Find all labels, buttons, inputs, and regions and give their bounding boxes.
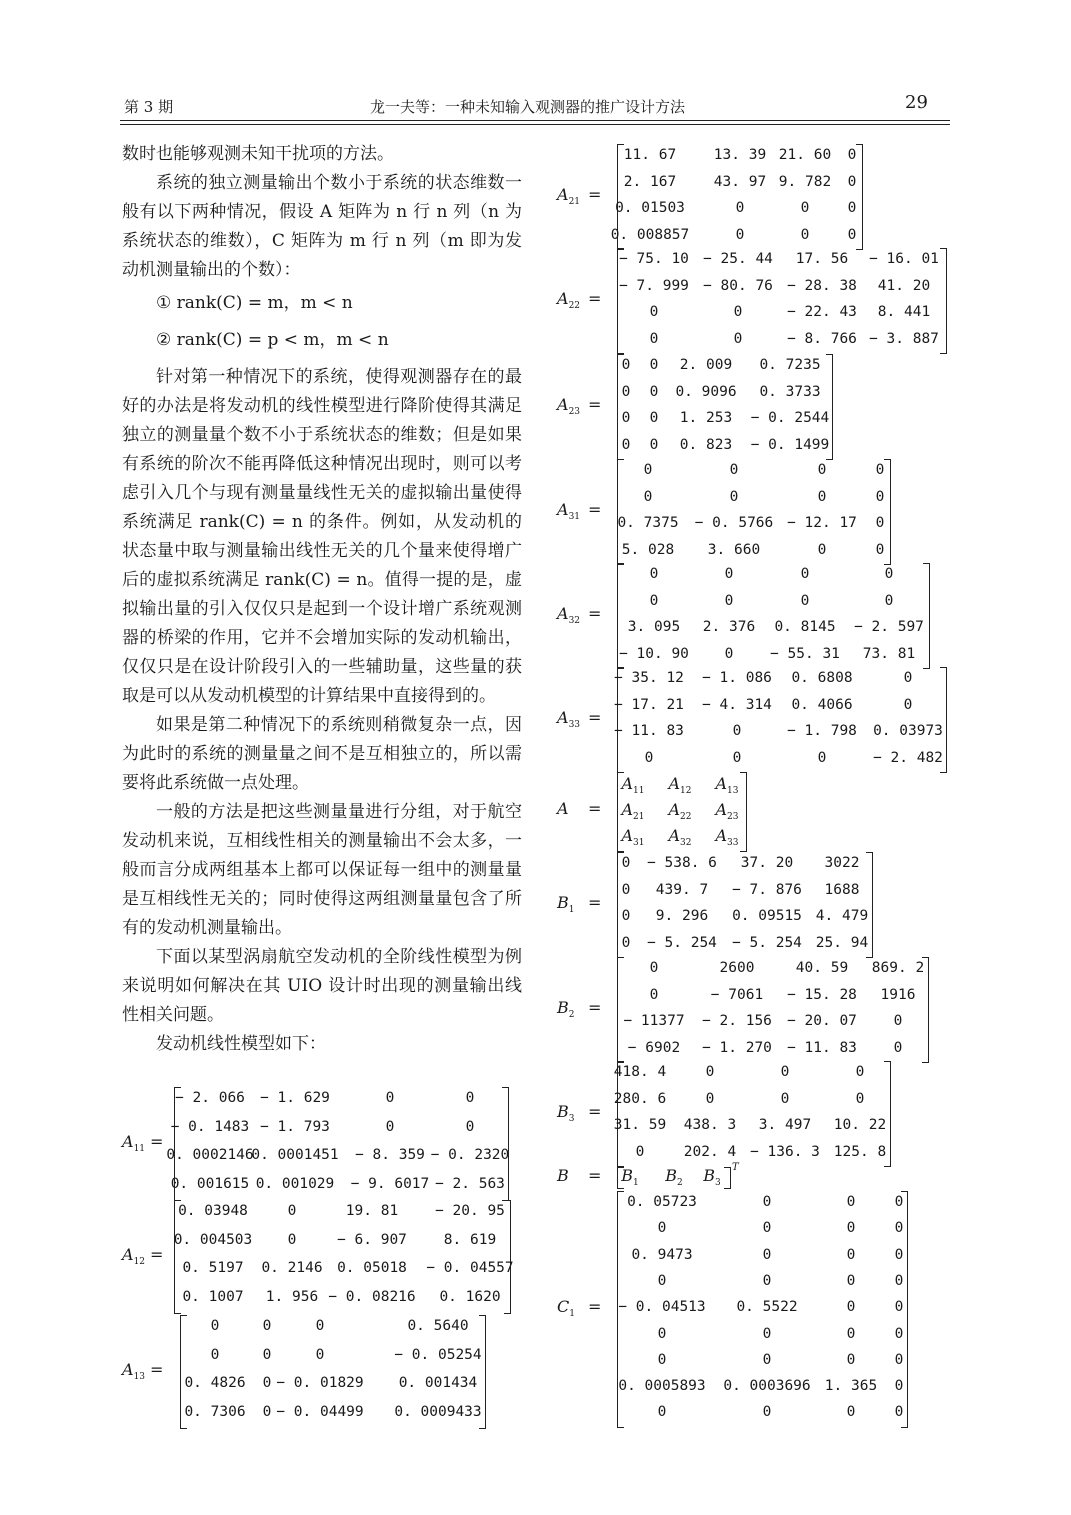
- matrix-cell: 3. 660: [707, 541, 761, 558]
- equals-sign: =: [588, 604, 602, 623]
- matrix-cell: 125. 8: [833, 1143, 887, 1160]
- matrix-cell: − 25. 44: [703, 251, 773, 267]
- matrix-cell: 0: [657, 1272, 667, 1289]
- matrix-cell: − 9. 6017: [350, 1175, 430, 1192]
- matrix-cell: 0: [657, 1351, 667, 1368]
- matrix-cell: 0: [800, 566, 810, 582]
- matrix-cell: 0: [894, 1325, 904, 1342]
- matrix-cell: 418. 4: [613, 1064, 667, 1080]
- matrix-cell: 0: [875, 488, 885, 505]
- equals-sign: =: [588, 893, 602, 912]
- matrix-cell: 0: [210, 1346, 220, 1363]
- matrix-cell: 0: [724, 592, 734, 609]
- matrix-cell: 0: [894, 1378, 904, 1395]
- matrix-cell: − 0. 1499: [750, 436, 830, 453]
- matrix-cell: − 1. 086: [702, 670, 772, 686]
- matrix-cell: 0. 004503: [173, 1231, 253, 1248]
- matrix-cell: 0. 0009433: [394, 1403, 482, 1420]
- matrix-cell: 0. 5197: [182, 1260, 244, 1276]
- matrix-cell: 0: [621, 357, 631, 373]
- block-entry: $A_{33}$: [715, 826, 739, 849]
- matrix-cell: 0: [893, 1013, 903, 1029]
- matrix-cell: 0: [621, 410, 631, 426]
- matrix-cell: 0: [855, 1090, 865, 1107]
- matrix-cell: − 8. 766: [787, 330, 857, 347]
- matrix-cell: 0: [644, 749, 654, 766]
- matrix-cell: − 12. 17: [787, 515, 857, 531]
- matrix-cell: 0. 823: [679, 436, 733, 453]
- matrix-cell: − 35. 12: [614, 670, 684, 686]
- condition-2: ② rank(C) = p < m，m < n: [156, 330, 389, 350]
- equals-sign: =: [588, 708, 602, 727]
- matrix-cell: − 0. 2320: [430, 1147, 510, 1163]
- matrix-cell: 1. 253: [679, 410, 733, 426]
- matrix-cell: 0. 8145: [774, 619, 836, 635]
- equals-sign: =: [588, 1102, 602, 1121]
- matrix-cell: − 8. 359: [355, 1147, 425, 1163]
- equals-sign: =: [150, 1360, 164, 1379]
- matrix-cell: − 20. 07: [787, 1013, 857, 1029]
- matrix-cell: − 80. 76: [703, 277, 773, 294]
- matrix-cell: 0: [894, 1246, 904, 1263]
- matrix-cell: 0: [621, 436, 631, 453]
- block-entry: $A_{22}$: [668, 800, 692, 823]
- matrix-cell: 0: [847, 226, 857, 243]
- matrix-cell: 0: [855, 1064, 865, 1080]
- matrix-cell: 0: [649, 383, 659, 400]
- matrix-label: A: [557, 799, 569, 818]
- matrix-cell: 8. 619: [443, 1231, 497, 1248]
- matrix-cell: 0: [846, 1325, 856, 1342]
- matrix-cell: 0: [846, 1246, 856, 1263]
- matrix-cell: 0: [657, 1325, 667, 1342]
- matrix-cell: 0. 1007: [182, 1288, 244, 1305]
- matrix-cell: 0. 0001451: [251, 1147, 339, 1163]
- matrix-cell: 0: [385, 1090, 395, 1106]
- matrix-cell: 0: [847, 200, 857, 216]
- matrix-cell: 0. 7375: [617, 515, 679, 531]
- paragraph: 数时也能够观测未知干扰项的方法。: [122, 144, 394, 164]
- matrix-cell: 0: [465, 1090, 475, 1106]
- condition-1: ① rank(C) = m，m < n: [156, 293, 353, 313]
- matrix-cell: − 0. 04513: [618, 1299, 706, 1316]
- matrix-cell: 0: [724, 645, 734, 662]
- matrix-cell: − 11. 83: [614, 723, 684, 739]
- matrix-cell: 0: [732, 723, 742, 739]
- matrix-cell: 0: [875, 541, 885, 558]
- matrix-cell: 0: [894, 1220, 904, 1237]
- matrix-cell: − 0. 05254: [394, 1346, 482, 1363]
- matrix-cell: − 5. 254: [647, 934, 717, 951]
- matrix-cell: 0: [780, 1090, 790, 1107]
- matrix-cell: − 2. 156: [702, 1013, 772, 1029]
- matrix-cell: 17. 56: [795, 251, 849, 267]
- issue-label: 第 3 期: [124, 98, 174, 116]
- matrix-cell: 1. 365: [824, 1378, 878, 1395]
- matrix-cell: 0. 05723: [627, 1194, 697, 1210]
- matrix-cell: 9. 296: [655, 908, 709, 924]
- matrix-cell: 0: [894, 1351, 904, 1368]
- matrix-cell: 0: [732, 749, 742, 766]
- matrix-label: $B_2$: [557, 998, 575, 1021]
- matrix-cell: − 0. 08216: [328, 1288, 416, 1305]
- matrix-cell: 0. 0005893: [618, 1378, 706, 1395]
- matrix-cell: 0: [649, 436, 659, 453]
- matrix-label: $A_{23}$: [557, 395, 581, 418]
- matrix-cell: 0: [884, 566, 894, 582]
- matrix-cell: 0: [262, 1346, 272, 1363]
- block-entry: $A_{21}$: [621, 800, 645, 823]
- matrix-cell: 0. 7306: [184, 1403, 246, 1420]
- matrix-cell: 0: [733, 330, 743, 347]
- matrix-cell: 0: [846, 1299, 856, 1316]
- matrix-cell: 0: [315, 1346, 325, 1363]
- matrix-cell: − 538. 6: [647, 855, 717, 871]
- matrix-cell: 3. 497: [758, 1117, 812, 1133]
- matrix-cell: 0: [846, 1194, 856, 1210]
- matrix-cell: − 6902: [627, 1039, 681, 1056]
- matrix-label: $A_{22}$: [557, 289, 581, 312]
- matrix-cell: 0: [262, 1375, 272, 1391]
- matrix-cell: − 2. 066: [175, 1090, 245, 1106]
- matrix-cell: 0: [817, 749, 827, 766]
- matrix-cell: 1. 956: [265, 1288, 319, 1305]
- matrix-cell: 0: [385, 1118, 395, 1135]
- matrix-cell: 0: [657, 1220, 667, 1237]
- matrix-cell: 0: [649, 592, 659, 609]
- matrix-cell: 0. 09515: [732, 908, 802, 924]
- paragraph: 发动机线性模型如下：: [156, 1034, 326, 1054]
- matrix-label: $A_{32}$: [557, 604, 581, 627]
- matrix-cell: 0: [894, 1299, 904, 1316]
- transpose-mark: T: [732, 1162, 739, 1173]
- matrix-cell: 0: [800, 592, 810, 609]
- matrix-cell: − 22. 43: [787, 304, 857, 320]
- matrix-cell: 0: [762, 1220, 772, 1237]
- matrix-cell: 41. 20: [877, 277, 931, 294]
- matrix-cell: 2. 009: [679, 357, 733, 373]
- matrix-cell: 0: [762, 1194, 772, 1210]
- matrix-cell: 0: [762, 1272, 772, 1289]
- header-rule: [120, 120, 950, 121]
- matrix-cell: 0. 03948: [178, 1203, 248, 1219]
- matrix-cell: 0: [621, 383, 631, 400]
- matrix-cell: 0: [846, 1351, 856, 1368]
- matrix-cell: 0: [780, 1064, 790, 1080]
- matrix-cell: 0. 0003696: [723, 1378, 811, 1395]
- equals-sign: =: [588, 998, 602, 1017]
- matrix-cell: 0: [762, 1325, 772, 1342]
- matrix-cell: 0. 5522: [736, 1299, 798, 1316]
- matrix-cell: − 0. 01829: [276, 1375, 364, 1391]
- matrix-cell: 0: [894, 1272, 904, 1289]
- matrix-cell: 0: [262, 1403, 272, 1420]
- matrix-cell: 0. 001029: [255, 1175, 335, 1192]
- equals-sign: =: [588, 500, 602, 519]
- page-number: 29: [905, 92, 928, 113]
- matrix-cell: 37. 20: [740, 855, 794, 871]
- matrix-cell: 43. 97: [713, 173, 767, 190]
- matrix-cell: − 1. 270: [702, 1039, 772, 1056]
- matrix-cell: 0: [729, 462, 739, 478]
- matrix-cell: 0: [210, 1318, 220, 1334]
- matrix-cell: 0. 001615: [170, 1175, 250, 1192]
- matrix-cell: 31. 59: [613, 1117, 667, 1133]
- paragraph: 针对第一种情况下的系统，使得观测器存在的最好的办法是将发动机的线性模型进行降阶使得其满足独立的测量量个数不小于系统状态的维数；但是如果有系统的阶次不能再降低这种情况出现时，则可以考虑引入几个与现有测量量线性无关的虚拟输出量使得系统满足 rank(C) = n 的条件。例如，从发动机的状态量中取与测量输出线性无关的几个量来使得增广后的虚拟系统满足 rank(C) = n。值得一提的是，虚拟输出量的引入仅仅只是起到一个设计增广系统观测器的桥梁的作用，它并不会增加实际的发动机输出，仅仅只是在设计阶段引入的一些辅助量，这些量的获取是可以从发动机模型的计算结果中直接得到的。: [122, 367, 522, 706]
- matrix-cell: 0. 5640: [407, 1318, 469, 1334]
- matrix-cell: − 4. 314: [702, 696, 772, 713]
- matrix-cell: 0: [643, 488, 653, 505]
- matrix-label: $B_1$: [557, 893, 575, 916]
- paragraph: 下面以某型涡扇航空发动机的全阶线性模型为例来说明如何解决在其 UIO 设计时出现的测量输出线性相关问题。: [122, 947, 522, 1025]
- matrix-cell: 0: [846, 1404, 856, 1421]
- matrix-cell: 0: [315, 1318, 325, 1334]
- matrix-cell: 0: [657, 1404, 667, 1421]
- matrix-cell: − 2. 482: [873, 749, 943, 766]
- block-entry: $A_{32}$: [668, 826, 692, 849]
- matrix-cell: 0: [817, 488, 827, 505]
- matrix-label: $A_{31}$: [557, 500, 581, 523]
- matrix-cell: 5. 028: [621, 541, 675, 558]
- block-entry: $A_{11}$: [621, 774, 645, 797]
- matrix-cell: − 10. 90: [619, 645, 689, 662]
- matrix-label: $C_1$: [557, 1297, 575, 1320]
- matrix-cell: 0: [733, 304, 743, 320]
- matrix-cell: 2. 376: [702, 619, 756, 635]
- matrix-cell: − 7061: [710, 986, 764, 1003]
- equals-sign: =: [588, 799, 602, 818]
- matrix-cell: 0. 0002146: [166, 1147, 254, 1163]
- matrix-cell: − 7. 876: [732, 881, 802, 898]
- matrix-cell: 0: [800, 200, 810, 216]
- matrix-cell: 0: [649, 960, 659, 976]
- matrix-cell: − 0. 04499: [276, 1403, 364, 1420]
- equals-sign: =: [588, 1166, 602, 1185]
- matrix-cell: − 16. 01: [869, 251, 939, 267]
- matrix-cell: − 20. 95: [435, 1203, 505, 1219]
- matrix-cell: 0: [621, 855, 631, 871]
- matrix-cell: 73. 81: [862, 645, 916, 662]
- running-title: 龙一夫等：一种未知输入观测器的推广设计方法: [370, 98, 686, 116]
- matrix-cell: 0: [884, 592, 894, 609]
- matrix-cell: 0: [875, 515, 885, 531]
- matrix-cell: − 0. 04557: [426, 1260, 514, 1276]
- matrix-cell: 0: [621, 908, 631, 924]
- matrix-cell: 0: [621, 881, 631, 898]
- matrix-cell: 0: [649, 330, 659, 347]
- matrix-cell: 0: [894, 1404, 904, 1421]
- matrix-cell: − 0. 5766: [694, 515, 774, 531]
- block-entry: $A_{31}$: [621, 826, 645, 849]
- matrix-cell: 40. 59: [795, 960, 849, 976]
- matrix-cell: 25. 94: [815, 934, 869, 951]
- matrix-cell: 0: [762, 1246, 772, 1263]
- matrix-cell: 0: [817, 462, 827, 478]
- matrix-cell: 0: [287, 1231, 297, 1248]
- matrix-cell: − 1. 629: [260, 1090, 330, 1106]
- matrix-cell: 1916: [880, 986, 916, 1003]
- matrix-cell: 0: [903, 696, 913, 713]
- matrix-cell: − 11. 83: [787, 1039, 857, 1056]
- block-entry: $A_{23}$: [715, 800, 739, 823]
- equals-sign: =: [588, 1297, 602, 1317]
- matrix-cell: 0: [762, 1404, 772, 1421]
- matrix-cell: 0: [705, 1090, 715, 1107]
- matrix-cell: 3022: [824, 855, 860, 871]
- matrix-cell: − 17. 21: [614, 696, 684, 713]
- matrix-cell: 0: [735, 226, 745, 243]
- matrix-cell: 0: [287, 1203, 297, 1219]
- matrix-label: B: [557, 1166, 569, 1185]
- matrix-cell: 0. 03973: [873, 723, 943, 739]
- matrix-cell: − 1. 793: [260, 1118, 330, 1135]
- matrix-cell: 4. 479: [815, 908, 869, 924]
- matrix-cell: 0: [762, 1351, 772, 1368]
- matrix-cell: 438. 3: [683, 1117, 737, 1133]
- matrix-cell: 19. 81: [345, 1203, 399, 1219]
- matrix-cell: 0: [903, 670, 913, 686]
- block-entry: $B_3$: [703, 1166, 721, 1189]
- matrix-cell: 0. 6808: [791, 670, 853, 686]
- matrix-cell: 0. 3733: [759, 383, 821, 400]
- matrix-cell: 0. 1620: [439, 1288, 501, 1305]
- matrix-label: $A_{13}$: [122, 1360, 146, 1383]
- equals-sign: =: [588, 395, 602, 414]
- matrix-cell: − 75. 10: [619, 251, 689, 267]
- matrix-cell: 13. 39: [713, 147, 767, 163]
- matrix-cell: − 11377: [623, 1013, 685, 1029]
- matrix-cell: − 3. 887: [869, 330, 939, 347]
- matrix-cell: 439. 7: [655, 881, 709, 898]
- matrix-cell: 2600: [719, 960, 755, 976]
- matrix-cell: 0: [846, 1272, 856, 1289]
- block-entry: $B_2$: [665, 1166, 683, 1189]
- matrix-cell: 11. 67: [623, 147, 677, 163]
- matrix-cell: 0: [894, 1194, 904, 1210]
- header-rule-thin: [120, 124, 950, 125]
- matrix-cell: 0: [724, 566, 734, 582]
- matrix-cell: 0. 4066: [791, 696, 853, 713]
- matrix-cell: 0: [465, 1118, 475, 1135]
- matrix-cell: − 7. 999: [619, 277, 689, 294]
- matrix-cell: − 1. 798: [787, 723, 857, 739]
- block-entry: $A_{12}$: [668, 774, 692, 797]
- matrix-cell: − 28. 38: [787, 277, 857, 294]
- matrix-cell: 0. 001434: [398, 1375, 478, 1391]
- matrix-cell: 0: [649, 986, 659, 1003]
- matrix-cell: 0: [705, 1064, 715, 1080]
- matrix-cell: 0. 4826: [184, 1375, 246, 1391]
- matrix-cell: 0: [649, 566, 659, 582]
- matrix-cell: 0: [729, 488, 739, 505]
- matrix-cell: 0: [621, 934, 631, 951]
- matrix-cell: − 15. 28: [787, 986, 857, 1003]
- matrix-cell: 0. 9473: [631, 1246, 693, 1263]
- paragraph: 系统的独立测量输出个数小于系统的状态维数一般有以下两种情况，假设 A 矩阵为 n 行 n 列（n 为系统状态的维数），C 矩阵为 m 行 n 列（m 即为发动机测量输出的个数）：: [122, 173, 522, 280]
- matrix-cell: − 55. 31: [770, 645, 840, 662]
- paragraph: 如果是第二种情况下的系统则稍微复杂一点，因为此时的系统的测量量之间不是互相独立的，所以需要将此系统做一点处理。: [122, 715, 522, 793]
- matrix-cell: 0: [262, 1318, 272, 1334]
- matrix-label: $A_{21}$: [557, 185, 581, 208]
- matrix-cell: 202. 4: [683, 1143, 737, 1160]
- block-entry: $B_1$: [621, 1166, 639, 1189]
- matrix-label: $B_3$: [557, 1102, 575, 1125]
- block-entry: $A_{13}$: [715, 774, 739, 797]
- matrix-cell: − 2. 563: [435, 1175, 505, 1192]
- matrix-cell: − 0. 1483: [170, 1118, 250, 1135]
- matrix-cell: 0: [643, 462, 653, 478]
- matrix-cell: 9. 782: [778, 173, 832, 190]
- matrix-label: $A_{33}$: [557, 708, 581, 731]
- equals-sign: =: [150, 1245, 164, 1264]
- matrix-cell: 0: [649, 357, 659, 373]
- matrix-cell: 0. 01503: [615, 200, 685, 216]
- matrix-cell: 0: [847, 173, 857, 190]
- matrix-cell: 0. 7235: [759, 357, 821, 373]
- equals-sign: =: [150, 1132, 164, 1151]
- matrix-cell: − 2. 597: [854, 619, 924, 635]
- matrix-cell: 0. 008857: [610, 226, 690, 243]
- matrix-cell: − 0. 2544: [750, 410, 830, 426]
- matrix-cell: 0. 2146: [261, 1260, 323, 1276]
- matrix-cell: 0: [649, 410, 659, 426]
- matrix-cell: 0. 9096: [675, 383, 737, 400]
- matrix-cell: 10. 22: [833, 1117, 887, 1133]
- matrix-cell: 8. 441: [877, 304, 931, 320]
- matrix-cell: 0: [817, 541, 827, 558]
- matrix-cell: − 5. 254: [732, 934, 802, 951]
- matrix-cell: 21. 60: [778, 147, 832, 163]
- matrix-label: $A_{11}$: [122, 1132, 146, 1155]
- matrix-cell: 2. 167: [623, 173, 677, 190]
- paragraph: 一般的方法是把这些测量量进行分组，对于航空发动机来说，互相线性相关的测量输出不会太多，一般而言分成两组基本上都可以保证每一组中的测量量是互相线性无关的；同时使得这两组测量量包含了所有的发动机测量输出。: [122, 802, 522, 938]
- matrix-cell: 0: [846, 1220, 856, 1237]
- matrix-cell: 0: [735, 200, 745, 216]
- matrix-cell: 0. 05018: [337, 1260, 407, 1276]
- matrix-cell: 0: [649, 304, 659, 320]
- matrix-cell: 1688: [824, 881, 860, 898]
- matrix-cell: − 136. 3: [750, 1143, 820, 1160]
- matrix-cell: 280. 6: [613, 1090, 667, 1107]
- matrix-cell: 0: [800, 226, 810, 243]
- matrix-cell: 3. 095: [627, 619, 681, 635]
- matrix-cell: 0: [875, 462, 885, 478]
- left-column: [122, 140, 522, 1059]
- equals-sign: =: [588, 185, 602, 204]
- matrix-cell: 0: [893, 1039, 903, 1056]
- matrix-cell: 0: [847, 147, 857, 163]
- equals-sign: =: [588, 289, 602, 308]
- matrix-cell: 0: [635, 1143, 645, 1160]
- matrix-cell: 869. 2: [871, 960, 925, 976]
- matrix-label: $A_{12}$: [122, 1245, 146, 1268]
- matrix-cell: − 6. 907: [337, 1231, 407, 1248]
